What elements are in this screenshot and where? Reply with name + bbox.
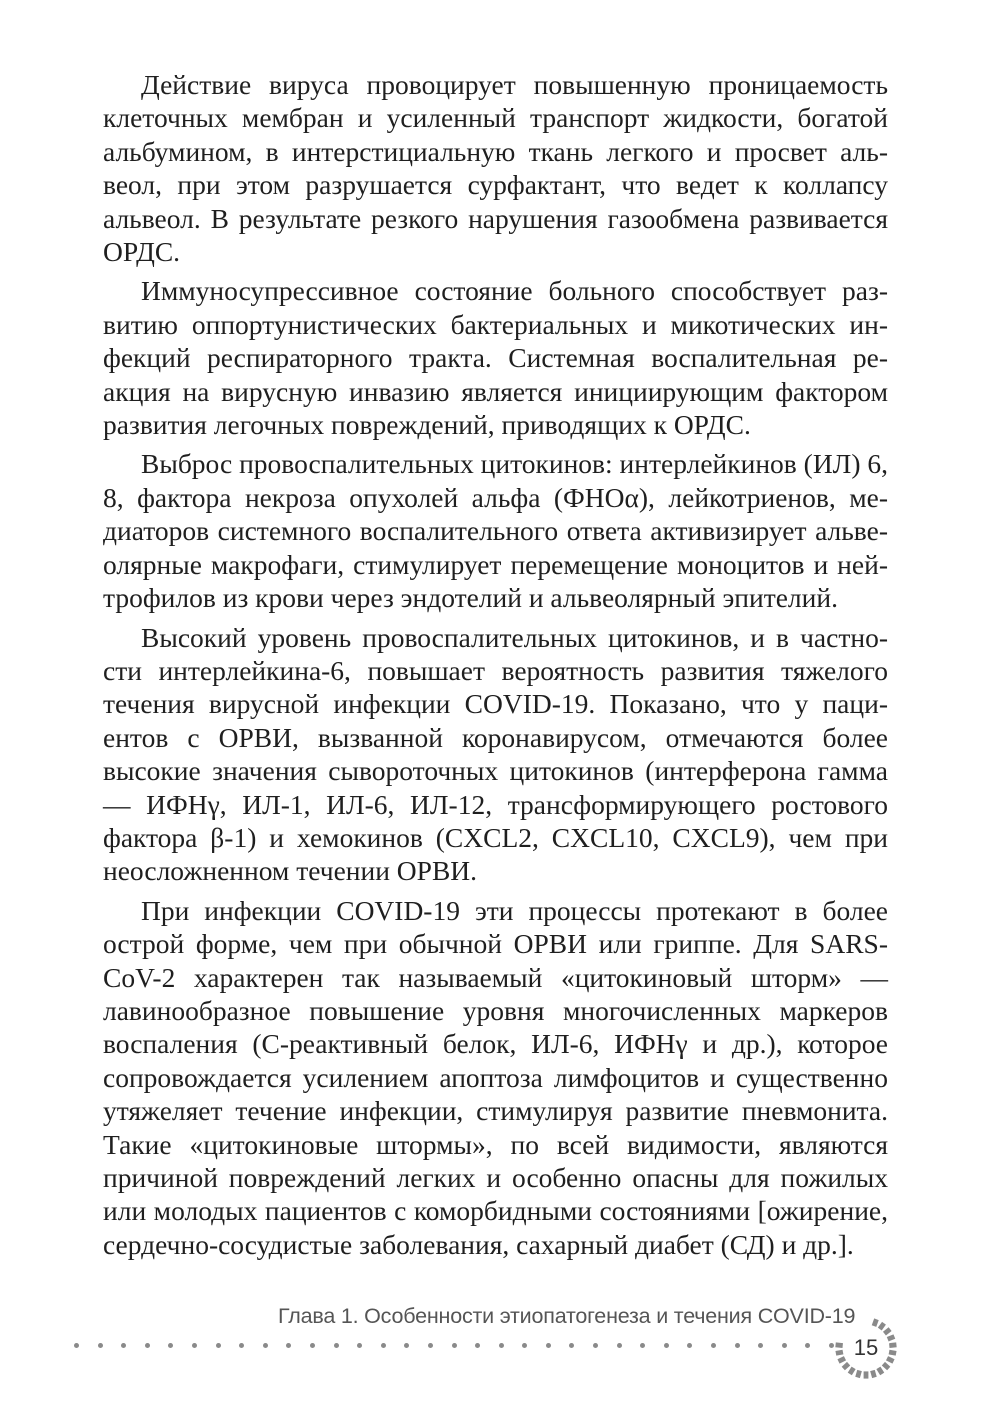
footer-dot	[428, 1343, 433, 1348]
footer-dot	[640, 1343, 645, 1348]
page-number: 15	[853, 1335, 879, 1360]
footer-dot	[475, 1343, 480, 1348]
footer-dot	[522, 1343, 527, 1348]
paragraph-4: Высокий уровень провоспалительных цитокинов, и в частности интерлейкина-6, повышает вероятность развития тяжелого течения вирусной инфекции COVID-19. Показано, что у пациентов с ОРВИ, вызванной коронавирусом, отмечаются более высокие значения сывороточных цитокинов (интерферона гамма — ИФНγ, ИЛ-1, ИЛ-6, ИЛ-12, трансформирующего ростового фактора β-1) и хемокинов (CXCL2, CXCL10, CXCL9), чем при неосложненном течении ОРВИ.	[103, 621, 888, 887]
footer-dot	[782, 1343, 787, 1348]
footer-dot	[664, 1343, 669, 1348]
footer-dot	[687, 1343, 692, 1348]
paragraph-2: Иммуносупрессивное состояние больного способствует развитию оппортунистических бактериальных и микотических инфекций респираторного тракта. Системная воспалительная реакция на вирусную инвазию является инициирующим фактором развития легочных повреждений, приводящих к ОРДС.	[103, 275, 888, 441]
footer-dot	[216, 1343, 221, 1348]
page-number-badge	[830, 1312, 902, 1384]
footer-dot	[452, 1343, 457, 1348]
footer-dot	[121, 1343, 126, 1348]
footer-dot	[239, 1343, 244, 1348]
footer-dot	[735, 1343, 740, 1348]
footer-dot	[357, 1343, 362, 1348]
footer-dot	[381, 1343, 386, 1348]
footer-dot	[145, 1343, 150, 1348]
footer-dot	[74, 1343, 79, 1348]
footer-dot	[617, 1343, 622, 1348]
running-footer-chapter-title: Глава 1. Особенности этиопатогенеза и течения COVID-19	[278, 1304, 856, 1328]
footer-dot	[711, 1343, 716, 1348]
footer-dot	[334, 1343, 339, 1348]
footer-dot	[192, 1343, 197, 1348]
paragraph-3: Выброс провоспалительных цитокинов: интерлейкинов (ИЛ) 6, 8, фактора некроза опухолей альфа (ФНОα), лейкотриенов, медиаторов системного воспалительного ответа активизирует альвеолярные макрофаги, стимулирует перемещение моноцитов и нейтрофилов из крови через эндотелий и альвеолярный эпителий.	[103, 448, 888, 614]
footer-dot	[758, 1343, 763, 1348]
footer-dot	[569, 1343, 574, 1348]
footer-dot	[263, 1343, 268, 1348]
footer-dot	[499, 1343, 504, 1348]
footer-dot	[805, 1343, 810, 1348]
footer-dot	[310, 1343, 315, 1348]
footer-dot	[168, 1343, 173, 1348]
paragraph-1: Действие вируса провоцирует повышенную проницаемость клеточных мембран и усиленный транспорт жидкости, богатой альбумином, в интерстициальную ткань легкого и просвет альвеол, при этом разрушается сурфактант, что ведет к коллапсу альвеол. В результате резкого нарушения газообмена развивается ОРДС.	[103, 69, 888, 268]
footer-dot	[404, 1343, 409, 1348]
footer-dot	[98, 1343, 103, 1348]
footer-dot	[286, 1343, 291, 1348]
paragraph-5: При инфекции COVID-19 эти процессы протекают в более острой форме, чем при обычной ОРВИ или гриппе. Для SARS-CoV-2 характерен так называемый «цитокиновый шторм» — лавинообразное повышение уровня многочисленных маркеров воспаления (С-реактивный белок, ИЛ-6, ИФНγ и др.), которое сопровождается усилением апоптоза лимфоцитов и существенно утяжеляет течение инфекции, стимулируя развитие пневмонита. Такие «цитокиновые штормы», по всей видимости, являются причиной повреждений легких и особенно опасны для пожилых или молодых пациентов с коморбидными состояниями [ожирение, сердечно-сосудистые заболевания, сахарный диабет (СД) и др.].	[103, 894, 888, 1260]
footer-dot	[546, 1343, 551, 1348]
footer-dot	[593, 1343, 598, 1348]
footer-dotted-line	[74, 1342, 834, 1348]
main-text	[103, 68, 888, 1261]
